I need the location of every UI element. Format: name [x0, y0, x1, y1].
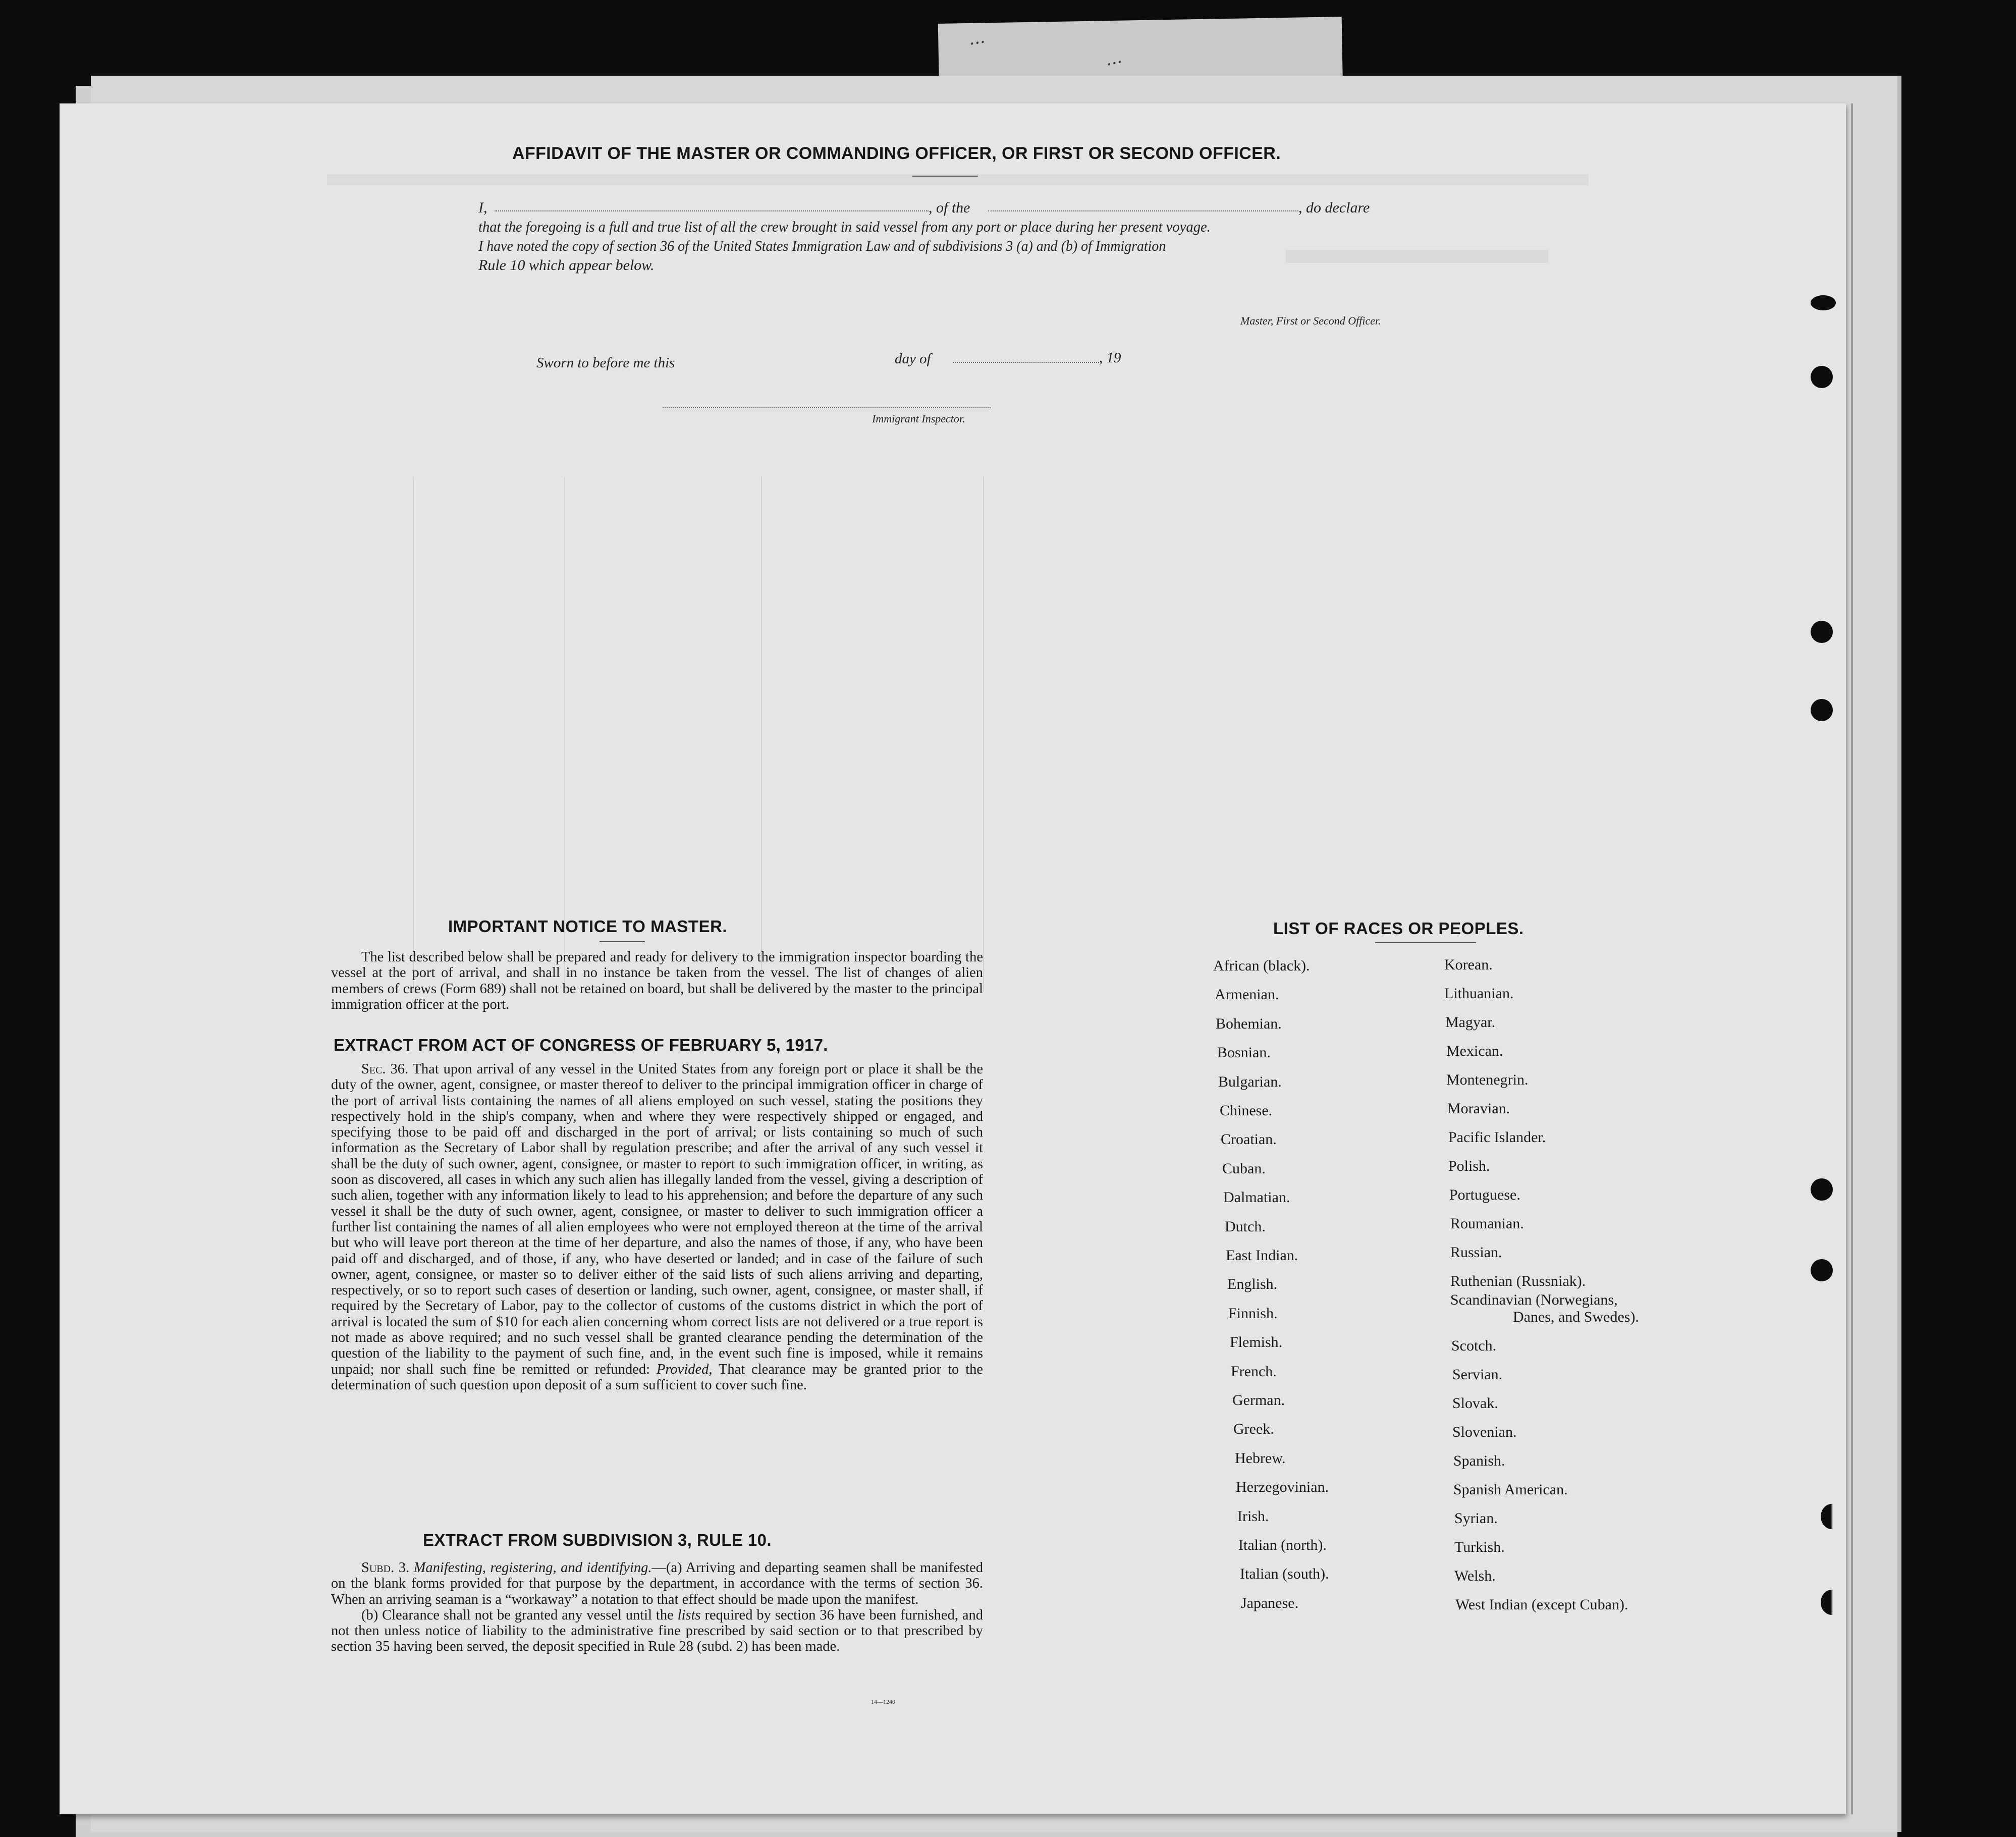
punch-hole: [1811, 295, 1836, 310]
subd-heading: Manifesting, registering, and identifying.: [413, 1560, 652, 1576]
race-item: Montenegrin.: [1446, 1071, 1529, 1088]
affidavit-declare: , do declare: [1298, 199, 1370, 216]
master-signature-label: Master, First or Second Officer.: [1240, 314, 1381, 327]
affidavit-text: that the foregoing is a full and true list of all the crew brought in said vessel from any port or place during her present voyage.: [478, 219, 1211, 235]
notice-title: IMPORTANT NOTICE TO MASTER.: [448, 917, 728, 936]
race-item: Ruthenian (Russniak).: [1450, 1273, 1586, 1289]
race-item: Spanish American.: [1453, 1481, 1568, 1498]
race-item: Cuban.: [1222, 1160, 1266, 1177]
race-item: Irish.: [1237, 1507, 1269, 1525]
race-item: Flemish.: [1230, 1334, 1283, 1351]
affidavit-title: AFFIDAVIT OF THE MASTER OR COMMANDING OFFICER, OR FIRST OR SECOND OFFICER.: [512, 144, 1281, 163]
race-item: Dutch.: [1225, 1218, 1266, 1235]
race-item: Danes, and Swedes).: [1513, 1309, 1639, 1325]
inspector-signature-line: [663, 407, 991, 408]
race-item: Dalmatian.: [1223, 1189, 1290, 1206]
race-item: Pacific Islander.: [1448, 1129, 1546, 1146]
title-rule: [600, 941, 645, 942]
race-item: West Indian (except Cuban).: [1455, 1596, 1628, 1613]
race-item: Croatian.: [1221, 1131, 1277, 1148]
affidavit-text: I have noted the copy of section 36 of the United States Immigration Law and of subdivisions 3 (a) and (b) of Immigration: [478, 238, 1166, 254]
race-item: Scotch.: [1451, 1337, 1497, 1354]
punch-hole: [1811, 699, 1833, 721]
provided-word: Provided,: [656, 1361, 713, 1377]
race-item: Syrian.: [1454, 1510, 1498, 1527]
notice-text: [331, 949, 983, 1012]
race-item: Korean.: [1444, 956, 1493, 973]
race-item: Servian.: [1452, 1366, 1503, 1383]
race-item: Bosnian.: [1217, 1044, 1271, 1061]
affidavit-of-the: , of the: [929, 199, 970, 216]
races-title: LIST OF RACES OR PEOPLES.: [1273, 919, 1524, 938]
lists-word: lists: [677, 1607, 701, 1623]
race-item: African (black).: [1213, 957, 1310, 974]
subd-para-b: (b) Clearance shall not be granted any vessel until the: [361, 1607, 674, 1623]
race-item: Japanese.: [1241, 1594, 1299, 1611]
notice-body: The list described below shall be prepared and ready for delivery to the immigration inspector boarding the vessel at the port of arrival, and shall in no instance be taken from the vessel. The list of changes of alien members of crews (Form 689) shall not be retained on board, but shall be delivered by the master to the principal immigration officer at the port.: [331, 949, 983, 1012]
race-item: Hebrew.: [1235, 1449, 1286, 1467]
race-item: Polish.: [1448, 1158, 1490, 1174]
race-item: Magyar.: [1445, 1014, 1496, 1031]
race-item: Mexican.: [1446, 1043, 1503, 1059]
vessel-blank: [988, 210, 1298, 211]
punch-hole: [1821, 1504, 1843, 1529]
race-item: English.: [1227, 1276, 1278, 1293]
subd-para-a: —(a) Arriving and departing seamen shall be manifested on the blank forms provided for that purpose by the department, in accordance with the terms of section 36. When an arriving seaman is a “workaway” a notation to that effect should be made upon the manifest.: [331, 1560, 983, 1607]
tab-note-line: ...: [967, 27, 987, 49]
race-item: Scandinavian (Norwegians,: [1450, 1291, 1618, 1308]
tab-note-line: ...: [1103, 46, 1124, 71]
day-of-text: day of: [895, 351, 931, 367]
race-item: Turkish.: [1454, 1539, 1505, 1555]
section-36-body: That upon arrival of any vessel in the United States from any foreign port or place it shall be the duty of the owner, agent, consignee, or master thereof to deliver to the principal immigration officer in charge of the port of arrival lists containing the names of all aliens employed on such vessel, stating the positions they respectively hold in the ship's company, when and where they were respectively shipped or engaged, and specifying those to be paid off and discharged in the port of arrival; or lists containing so much of such information as the Secretary of Labor shall by regulation prescribe; and after the arrival of any such vessel it shall be the duty of such owner, agent, consignee, or master to report to such immigration officer, in writing, as soon as discovered, all cases in which any such alien has illegally landed from the vessel, giving a description of such alien, together with any information likely to lead to his apprehension; and before the departure of any such vessel it shall be the duty of such owner, agent, consignee, or master to deliver to such immigration officer a further list containing the names of all alien employees who were not employed thereon at the time of the arrival but who will leave port thereon at the time of her departure, and also the names of those, if any, who have been paid off and discharged, and of those, if any, who have deserted or landed; and in case of the failure of such owner, agent, consignee, or master so to deliver either of the said lists of such aliens arriving and departing, respectively, or so to report such cases of desertion or landing, such owner, agent, consignee, or master shall, if required by the Secretary of Labor, pay to the collector of customs of the customs district in which the port of arrival is located the sum of $10 for each alien concerning whom correct lists are not delivered or a true report is not made as above required; and no such vessel shall be granted clearance pending the determination of the question of the liability to the payment of such fine, and, in the event such fine is imposed, while it remains unpaid; nor shall such fine be remitted or refunded:: [331, 1061, 983, 1377]
day-blank: [953, 362, 1099, 363]
race-item: Spanish.: [1453, 1452, 1505, 1469]
rule-extract-title: EXTRACT FROM SUBDIVISION 3, RULE 10.: [423, 1531, 772, 1549]
section-36-end: That clearance may be granted prior to the determination of such question upon deposit of a sum sufficient to cover such fine.: [331, 1361, 984, 1393]
page-edge: [1851, 103, 1853, 1814]
affidavit-i: I,: [478, 199, 487, 216]
race-item: East Indian.: [1226, 1247, 1298, 1264]
race-item: Italian (north).: [1238, 1537, 1327, 1553]
punch-hole: [1811, 366, 1833, 388]
race-item: Slovak.: [1452, 1395, 1498, 1412]
race-item: Italian (south).: [1240, 1565, 1329, 1583]
form-number: 14—1240: [871, 1698, 895, 1705]
bleed-through-rule: [413, 477, 414, 992]
section-label: Sec. 36.: [361, 1061, 409, 1077]
race-item: French.: [1231, 1363, 1277, 1380]
year-text: , 19: [1099, 350, 1121, 366]
race-item: Bulgarian.: [1218, 1073, 1282, 1090]
bleed-through-rule: [983, 477, 984, 992]
affidavit-text: Rule 10 which appear below.: [478, 257, 655, 274]
punch-hole: [1811, 1259, 1833, 1281]
race-item: Finnish.: [1228, 1305, 1278, 1322]
act-extract-title: EXTRACT FROM ACT OF CONGRESS OF FEBRUARY 5, 1917.: [334, 1036, 828, 1054]
race-item: Armenian.: [1215, 986, 1279, 1003]
title-rule: [912, 176, 978, 177]
race-item: Welsh.: [1454, 1568, 1496, 1584]
bleed-through-rule: [761, 477, 762, 992]
punch-hole: [1811, 1178, 1833, 1201]
bleed-through: [1286, 250, 1548, 263]
race-item: Lithuanian.: [1444, 985, 1514, 1002]
race-item: Russian.: [1450, 1244, 1502, 1261]
sworn-text: Sworn to before me this: [536, 355, 675, 371]
bleed-through-rule: [564, 477, 565, 992]
title-rule: [1375, 942, 1476, 943]
race-item: Portuguese.: [1449, 1186, 1520, 1203]
act-extract-text: [331, 1061, 983, 1393]
race-item: Chinese.: [1220, 1102, 1273, 1119]
document-page: [60, 103, 1846, 1814]
race-item: Herzegovinian.: [1236, 1479, 1329, 1496]
subd-label: Subd. 3.: [361, 1560, 410, 1576]
race-item: Roumanian.: [1450, 1215, 1524, 1232]
race-item: German.: [1232, 1392, 1285, 1409]
punch-hole: [1821, 1590, 1843, 1615]
race-item: Greek.: [1233, 1421, 1274, 1438]
race-item: Bohemian.: [1216, 1015, 1282, 1032]
race-item: Moravian.: [1447, 1100, 1510, 1117]
name-blank: [495, 210, 929, 211]
race-item: Slovenian.: [1452, 1424, 1517, 1440]
punch-hole: [1811, 621, 1833, 643]
subd-para-b-end: required by section 36 have been furnished, and not then unless notice of liability to the administrative fine prescribed by said section or to that prescribed by section 35 having been served, the deposit specified in Rule 28 (subd. 2) has been made.: [331, 1607, 984, 1655]
rule-extract-text: [331, 1560, 983, 1655]
inspector-label: Immigrant Inspector.: [872, 412, 965, 425]
